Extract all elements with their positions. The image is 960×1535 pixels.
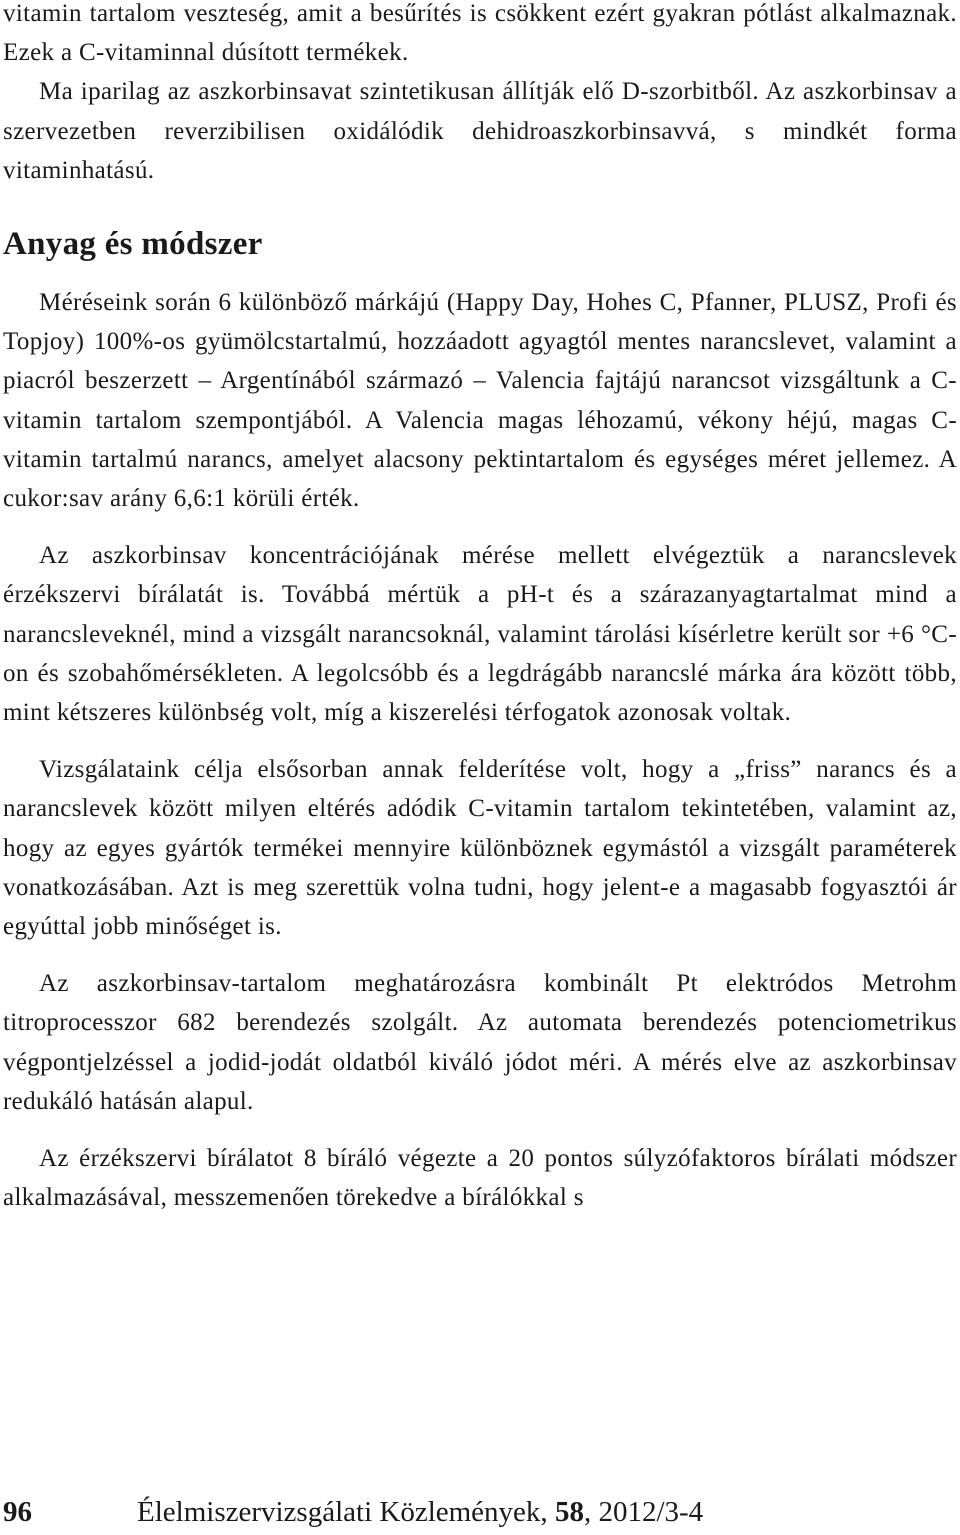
page-number: 96	[3, 1496, 32, 1528]
method-paragraph-4: Az aszkorbinsav-tartalom meghatározásra kombinált Pt elektródos Metrohm titroprocesszor 682 berendezés szolgált. Az automata berendezés potenciometrikus végpontjelzéssel a jodid-jodát oldatból kiváló jódot méri. A mérés elve az aszkorbinsav redukáló hatásán alapul.	[3, 970, 957, 1115]
method-paragraph-1: Méréseink során 6 különböző márkájú (Happy Day, Hohes C, Pfanner, PLUSZ, Profi és Topjoy) 100%-os gyümölcstartalmú, hozzáadott agyagtól mentes narancslevet, valamint a piacról beszerzett – Argentínából származó – Valencia fajtájú narancsot vizsgáltunk a C-vitamin tartalom szempontjából. A Valencia magas léhozamú, vékony héjú, magas C-vitamin tartalmú narancs, amelyet alacsony pektintartalom és egységes méret jellemez. A cukor:sav arány 6,6:1 körüli érték.	[3, 289, 957, 513]
journal-name: Élelmiszervizsgálati Közlemények,	[137, 1496, 555, 1528]
journal-issue: , 2012/3-4	[583, 1496, 704, 1528]
journal-volume: 58	[554, 1496, 584, 1528]
page-footer	[3, 1494, 957, 1530]
intro-paragraph-1: vitamin tartalom veszteség, amit a besűrítés is csökkent ezért gyakran pótlást alkalmaznak. Ezek a C-vitaminnal dúsított termékek.	[3, 0, 957, 67]
page-body	[3, 0, 957, 1217]
method-paragraph-5: Az érzékszervi bírálatot 8 bíráló végezte a 20 pontos súlyzófaktoros bírálati módszer alkalmazásával, messzemenően törekedve a bírálókkal s	[3, 1145, 957, 1212]
section-heading: Anyag és módszer	[3, 226, 263, 263]
intro-paragraph-2: Ma iparilag az aszkorbinsavat szintetikusan állítják elő D-szorbitből. Az aszkorbinsav a szervezetben reverzibilisen oxidálódik dehidroaszkorbinsavvá, s mindkét forma vitaminhatású.	[3, 78, 957, 184]
method-paragraph-2: Az aszkorbinsav koncentrációjának mérése mellett elvégeztük a narancslevek érzékszervi bírálatát is. Továbbá mértük a pH-t és a szárazanyagtartalmat mind a narancsleveknél, mind a vizsgált narancsoknál, valamint tárolási kísérletre került sor +6 °C-on és szobahőmérsékleten. A legolcsóbb és a legdrágább narancslé márka ára között több, mint kétszeres különbség volt, míg a kiszerelési térfogatok azonosak voltak.	[3, 542, 957, 727]
method-paragraph-3: Vizsgálataink célja elsősorban annak felderítése volt, hogy a „friss” narancs és a narancslevek között milyen eltérés adódik C-vitamin tartalom tekintetében, valamint az, hogy az egyes gyártók termékei mennyire különböznek egymástól a vizsgált paraméterek vonatkozásában. Azt is meg szerettük volna tudni, hogy jelent-e a magasabb fogyasztói ár egyúttal jobb minőséget is.	[3, 756, 957, 941]
